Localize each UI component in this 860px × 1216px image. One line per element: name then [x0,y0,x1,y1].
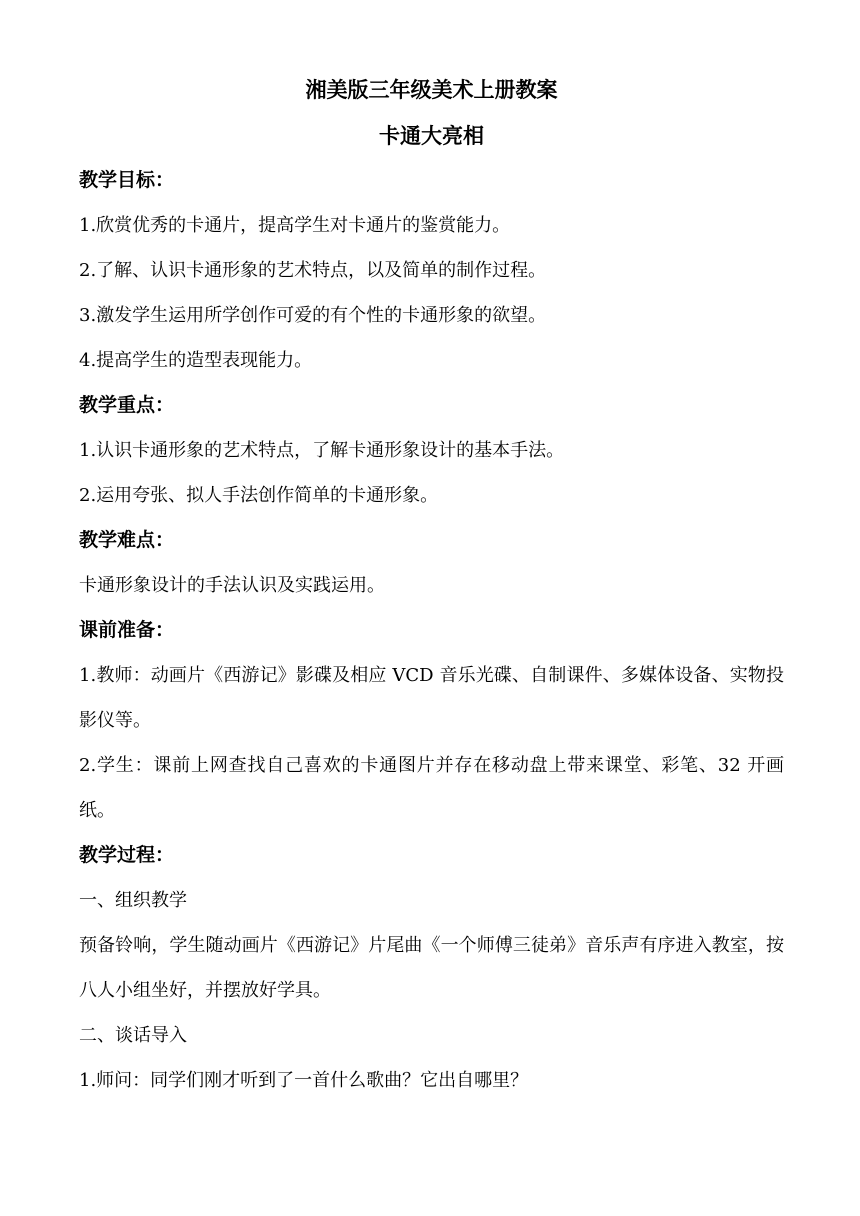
list-item: 1.师问：同学们刚才听到了一首什么歌曲？它出自哪里？ [79,1070,529,1091]
document-body [79,72,784,1103]
section-difficulties [79,518,784,608]
document-subtitle: 卡通大亮相 [379,124,484,148]
section-key-points [79,383,784,518]
list-item: 4.提高学生的造型表现能力。 [79,350,313,371]
section-goals [79,158,784,383]
section-heading: 教学目标： [79,169,175,191]
list-item: 2.运用夸张、拟人手法创作简单的卡通形象。 [79,485,439,506]
list-item: 1.认识卡通形象的艺术特点，了解卡通形象设计的基本手法。 [79,440,565,461]
section-heading: 教学重点： [79,394,175,416]
list-item: 二、谈话导入 [79,1025,187,1046]
list-item: 2.了解、认识卡通形象的艺术特点，以及简单的制作过程。 [79,260,547,281]
list-item: 一、组织教学 [79,890,187,911]
list-item: 预备铃响，学生随动画片《西游记》片尾曲《一个师傅三徒弟》音乐声有序进入教室，按八人小组坐好，并摆放好学具。 [79,935,784,1001]
section-process [79,833,784,1103]
list-item: 3.激发学生运用所学创作可爱的有个性的卡通形象的欲望。 [79,305,547,326]
section-heading: 教学难点： [79,529,175,551]
list-item: 2.学生：课前上网查找自己喜欢的卡通图片并存在移动盘上带来课堂、彩笔、32 开画纸。 [79,755,784,821]
list-item: 1.欣赏优秀的卡通片，提高学生对卡通片的鉴赏能力。 [79,215,511,236]
document-title: 湘美版三年级美术上册教案 [305,78,558,102]
list-item: 1.教师：动画片《西游记》影碟及相应 VCD 音乐光碟、自制课件、多媒体设备、实物投影仪等。 [79,665,784,731]
section-heading: 教学过程： [79,844,175,866]
section-heading: 课前准备： [79,619,175,641]
section-preparation [79,608,784,833]
list-item: 卡通形象设计的手法认识及实践运用。 [79,575,385,596]
